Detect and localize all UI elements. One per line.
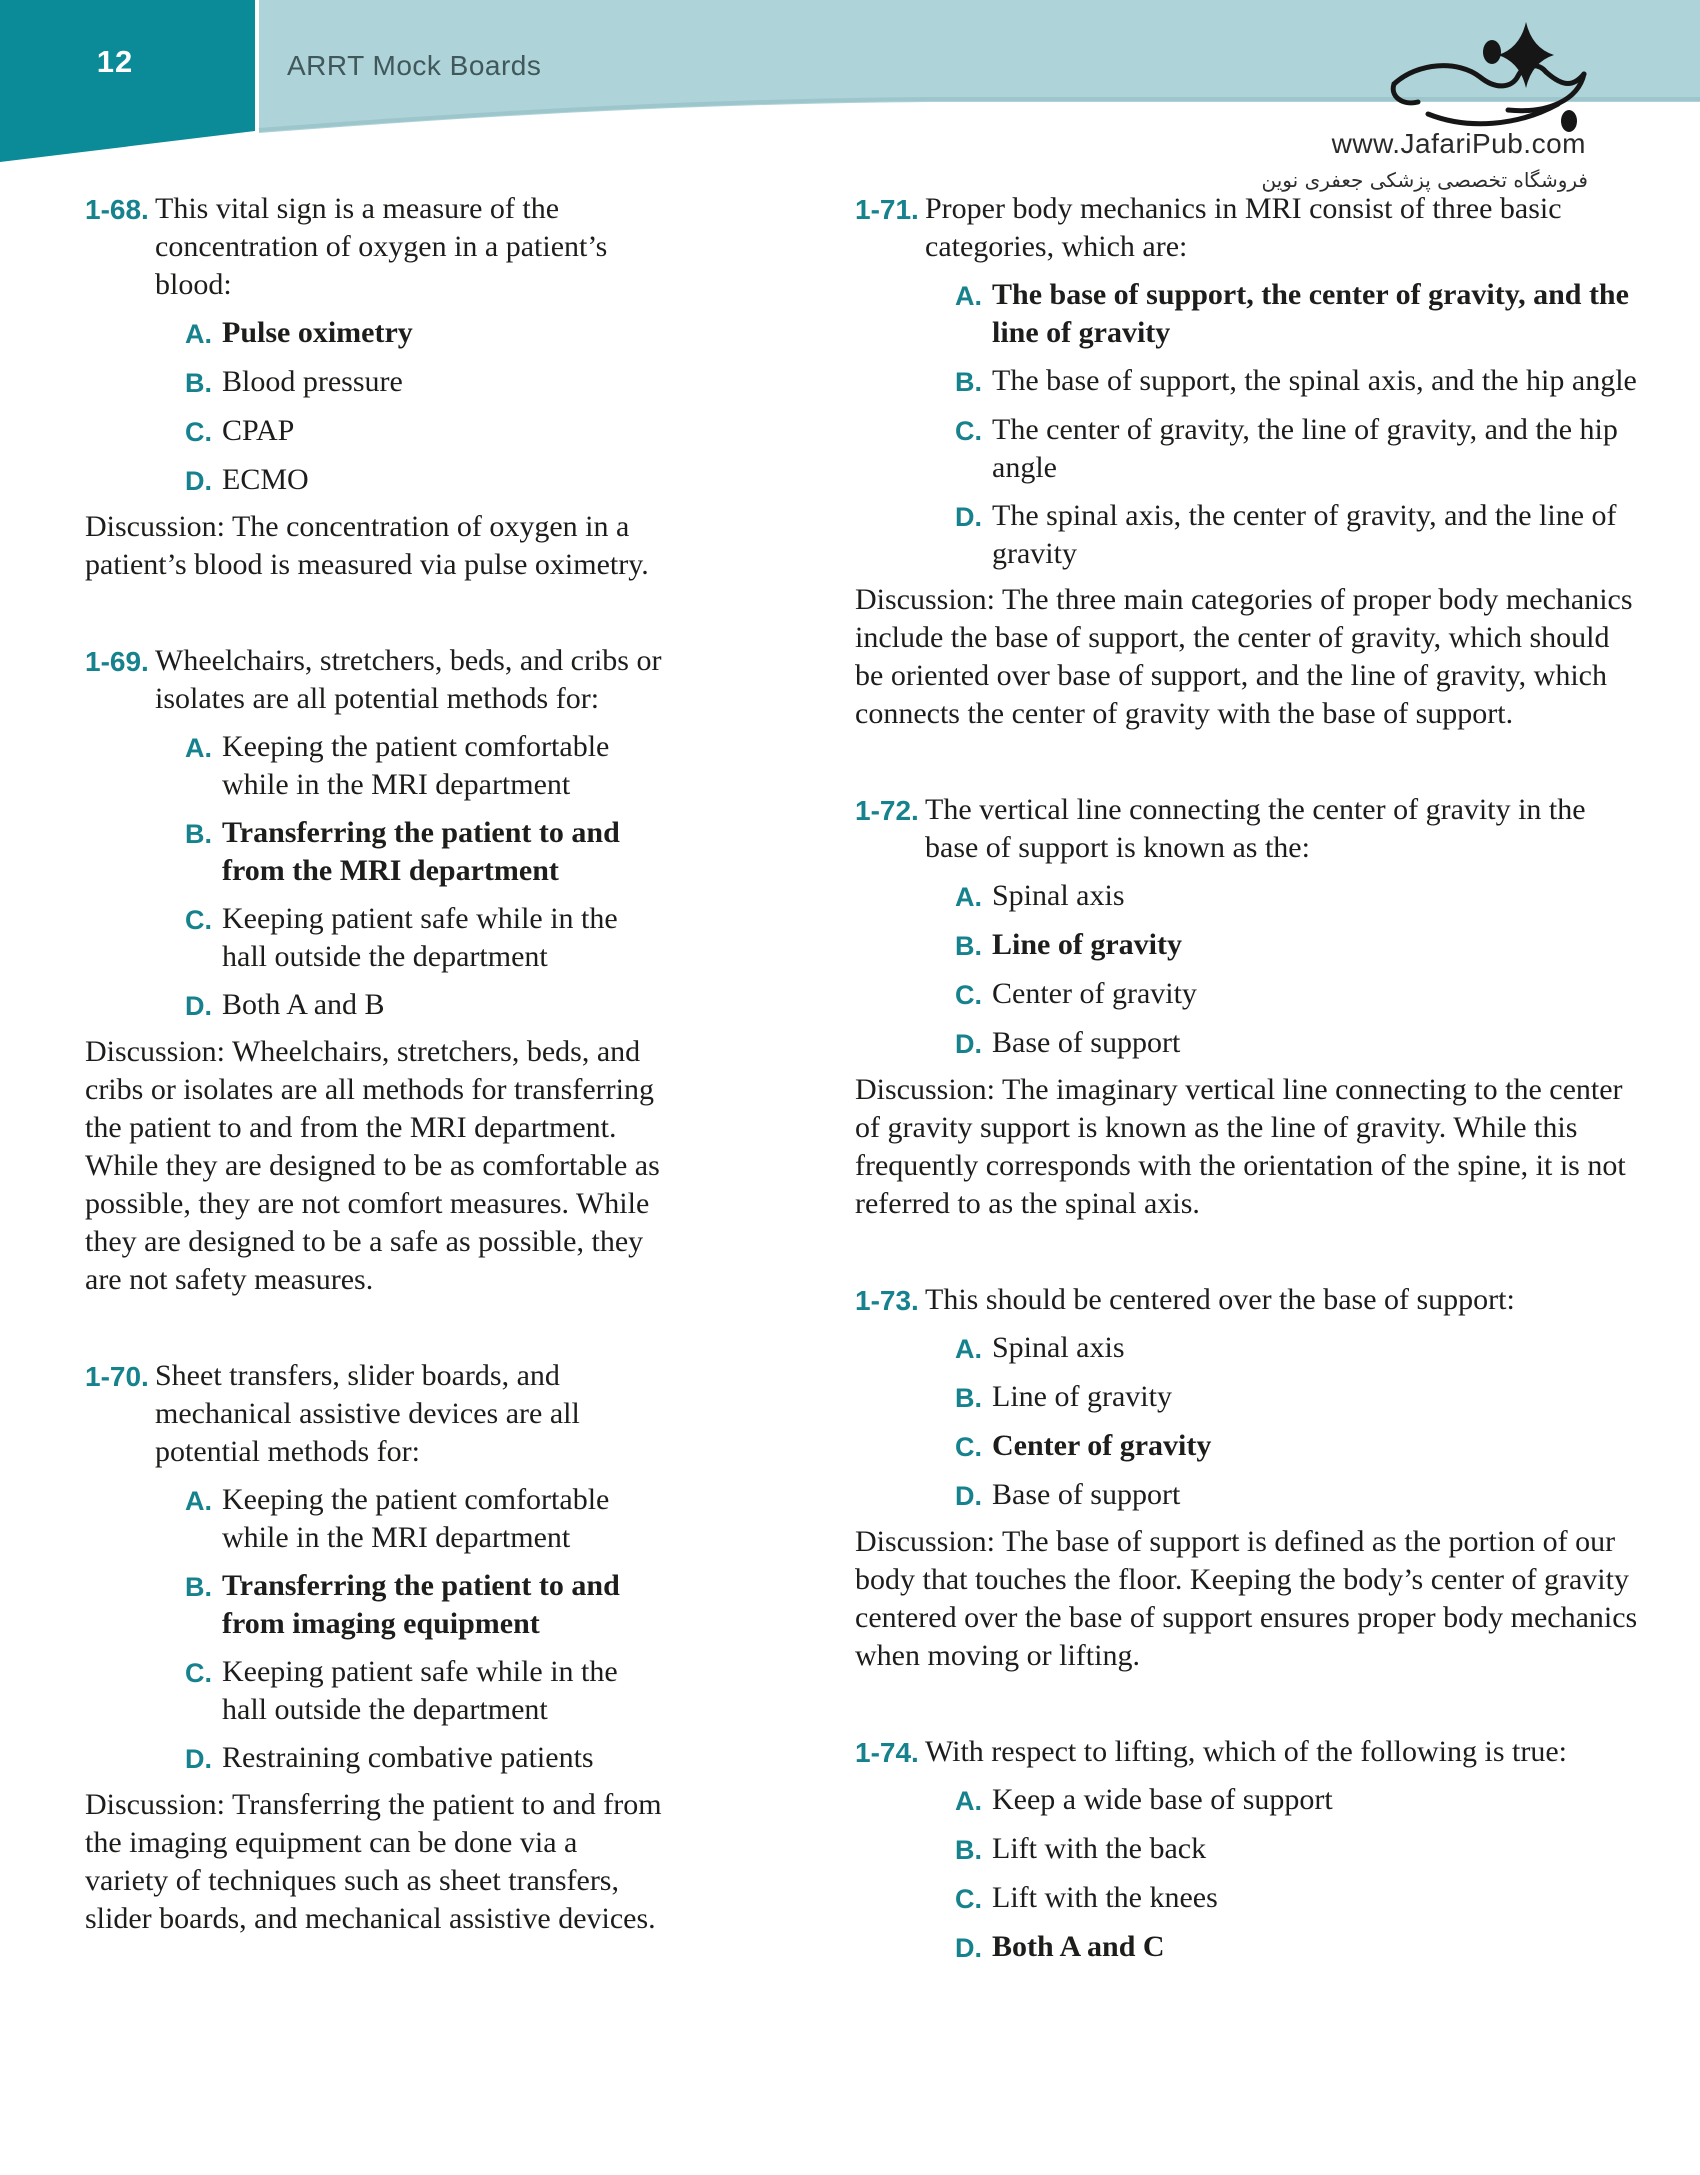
option-letter: B.	[955, 931, 982, 961]
answer-option	[185, 814, 667, 890]
question-number: 1-73.	[855, 1285, 919, 1316]
option-letter: B.	[185, 819, 212, 849]
answer-option	[955, 411, 1641, 487]
option-letter: D.	[185, 466, 212, 496]
option-letter: B.	[185, 368, 212, 398]
answer-option	[955, 362, 1641, 401]
answer-option	[185, 1481, 667, 1557]
option-text: The base of support, the spinal axis, and the hip angle	[992, 364, 1637, 397]
answer-option	[955, 1781, 1641, 1820]
option-text: The base of support, the center of gravity, and the line of gravity	[992, 278, 1629, 349]
question-text: The vertical line connecting the center of gravity in the base of support is known as the:	[925, 793, 1586, 864]
question-number: 1-74.	[855, 1737, 919, 1768]
options-list	[185, 314, 667, 500]
options-list	[955, 1329, 1641, 1515]
discussion-text: Discussion: Transferring the patient to and from the imaging equipment can be done via a variety of techniques such as sheet transfers, slider boards, and mechanical assistive devices.	[85, 1788, 662, 1935]
option-text: Keeping patient safe while in the hall outside the department	[222, 1655, 618, 1726]
options-list	[955, 276, 1641, 573]
option-text: Base of support	[992, 1478, 1181, 1511]
option-text: Center of gravity	[992, 1429, 1212, 1462]
option-letter: B.	[185, 1572, 212, 1602]
option-text: CPAP	[222, 414, 295, 447]
page-title: ARRT Mock Boards	[287, 50, 542, 81]
answer-option	[955, 276, 1641, 352]
question-block	[855, 190, 1641, 733]
discussion-text: Discussion: The base of support is defined as the portion of our body that touches the floor. Keeping the body’s center of gravity centered over the base of support ensures proper body mechanics when moving or lifting.	[855, 1525, 1638, 1672]
options-list	[185, 1481, 667, 1778]
option-text: Center of gravity	[992, 977, 1197, 1010]
option-letter: A.	[185, 1486, 212, 1516]
option-letter: A.	[955, 1334, 982, 1364]
answer-option	[955, 1329, 1641, 1368]
option-text: Keeping the patient comfortable while in the MRI department	[222, 1483, 610, 1554]
option-text: Transferring the patient to and from imaging equipment	[222, 1569, 620, 1640]
option-letter: A.	[955, 1786, 982, 1816]
option-letter: C.	[185, 417, 212, 447]
answer-option	[955, 1378, 1641, 1417]
option-text: Keeping patient safe while in the hall outside the department	[222, 902, 618, 973]
question-text: Sheet transfers, slider boards, and mechanical assistive devices are all potential methods for:	[155, 1359, 580, 1468]
discussion-text: Discussion: The concentration of oxygen in a patient’s blood is measured via pulse oximetry.	[85, 510, 649, 581]
option-letter: C.	[955, 980, 982, 1010]
answer-option	[185, 363, 667, 402]
answer-option	[955, 1476, 1641, 1515]
question-block	[855, 1281, 1641, 1675]
question-number: 1-70.	[85, 1361, 149, 1392]
question-block	[855, 791, 1641, 1223]
answer-option	[955, 497, 1641, 573]
answer-option	[185, 1567, 667, 1643]
answer-option	[185, 1653, 667, 1729]
option-text: Line of gravity	[992, 928, 1182, 961]
option-text: Pulse oximetry	[222, 316, 413, 349]
option-text: Spinal axis	[992, 1331, 1125, 1364]
option-letter: A.	[185, 319, 212, 349]
option-text: Base of support	[992, 1026, 1181, 1059]
question-number: 1-71.	[855, 194, 919, 225]
options-list	[955, 1781, 1641, 1967]
option-letter: A.	[955, 281, 982, 311]
option-letter: D.	[955, 502, 982, 532]
options-list	[955, 877, 1641, 1063]
option-text: Both A and B	[222, 988, 385, 1021]
answer-option	[955, 1830, 1641, 1869]
column-left	[85, 190, 667, 1938]
question-text: Proper body mechanics in MRI consist of three basic categories, which are:	[925, 192, 1562, 263]
option-text: The center of gravity, the line of gravity, and the hip angle	[992, 413, 1618, 484]
option-letter: D.	[955, 1481, 982, 1511]
option-letter: D.	[185, 991, 212, 1021]
answer-option	[955, 1928, 1641, 1967]
option-letter: B.	[955, 1835, 982, 1865]
answer-option	[185, 1739, 667, 1778]
option-text: Lift with the knees	[992, 1881, 1218, 1914]
option-text: Transferring the patient to and from the MRI department	[222, 816, 620, 887]
option-letter: D.	[955, 1933, 982, 1963]
option-text: Both A and C	[992, 1930, 1165, 1963]
option-text: ECMO	[222, 463, 309, 496]
option-text: Blood pressure	[222, 365, 403, 398]
publisher-tagline-farsi: فروشگاه تخصصی پزشکی جعفری نوین	[1261, 168, 1588, 192]
option-text: Lift with the back	[992, 1832, 1207, 1865]
page-number: 12	[96, 44, 134, 79]
question-number: 1-68.	[85, 194, 149, 225]
question-block	[855, 1733, 1641, 1967]
question-text: This should be centered over the base of support:	[925, 1283, 1515, 1316]
answer-option	[955, 926, 1641, 965]
answer-option	[185, 986, 667, 1025]
option-text: Keeping the patient comfortable while in the MRI department	[222, 730, 610, 801]
option-text: Line of gravity	[992, 1380, 1172, 1413]
discussion-text: Discussion: The three main categories of proper body mechanics include the base of support, the center of gravity, which should be oriented over base of support, and the line of gravity, which connects the center of gravity with the base of support.	[855, 583, 1633, 730]
question-number: 1-72.	[855, 795, 919, 826]
option-letter: B.	[955, 1383, 982, 1413]
question-text: Wheelchairs, stretchers, beds, and cribs or isolates are all potential methods for:	[155, 644, 662, 715]
option-letter: A.	[185, 733, 212, 763]
option-letter: A.	[955, 882, 982, 912]
answer-option	[185, 314, 667, 353]
question-text: This vital sign is a measure of the concentration of oxygen in a patient’s blood:	[155, 192, 608, 301]
answer-option	[955, 975, 1641, 1014]
answer-option	[185, 461, 667, 500]
option-letter: B.	[955, 367, 982, 397]
option-text: Spinal axis	[992, 879, 1125, 912]
publisher-url: www.JafariPub.com	[1331, 128, 1586, 159]
answer-option	[955, 877, 1641, 916]
answer-option	[955, 1879, 1641, 1918]
option-letter: C.	[955, 1432, 982, 1462]
question-block	[85, 1357, 667, 1938]
option-letter: D.	[955, 1029, 982, 1059]
option-letter: C.	[955, 1884, 982, 1914]
answer-option	[185, 900, 667, 976]
question-block	[85, 190, 667, 584]
option-letter: D.	[185, 1744, 212, 1774]
option-text: Keep a wide base of support	[992, 1783, 1333, 1816]
discussion-text: Discussion: Wheelchairs, stretchers, beds, and cribs or isolates are all methods for transferring the patient to and from the MRI department. While they are designed to be as comfortable as possible, they are not comfort measures. While they are designed to be a safe as possible, they are not safety measures.	[85, 1035, 660, 1296]
publisher-calligraphy-logo-icon	[1388, 22, 1588, 142]
option-letter: C.	[955, 416, 982, 446]
answer-option	[955, 1024, 1641, 1063]
option-letter: C.	[185, 1658, 212, 1688]
question-number: 1-69.	[85, 646, 149, 677]
options-list	[185, 728, 667, 1025]
answer-option	[185, 412, 667, 451]
answer-option	[185, 728, 667, 804]
question-block	[85, 642, 667, 1299]
option-text: The spinal axis, the center of gravity, and the line of gravity	[992, 499, 1617, 570]
question-text: With respect to lifting, which of the following is true:	[925, 1735, 1567, 1768]
column-right	[855, 190, 1641, 1967]
discussion-text: Discussion: The imaginary vertical line connecting to the center of gravity support is known as the line of gravity. While this frequently corresponds with the orientation of the spine, it is not referred to as the spinal axis.	[855, 1073, 1626, 1220]
option-letter: C.	[185, 905, 212, 935]
answer-option	[955, 1427, 1641, 1466]
option-text: Restraining combative patients	[222, 1741, 594, 1774]
